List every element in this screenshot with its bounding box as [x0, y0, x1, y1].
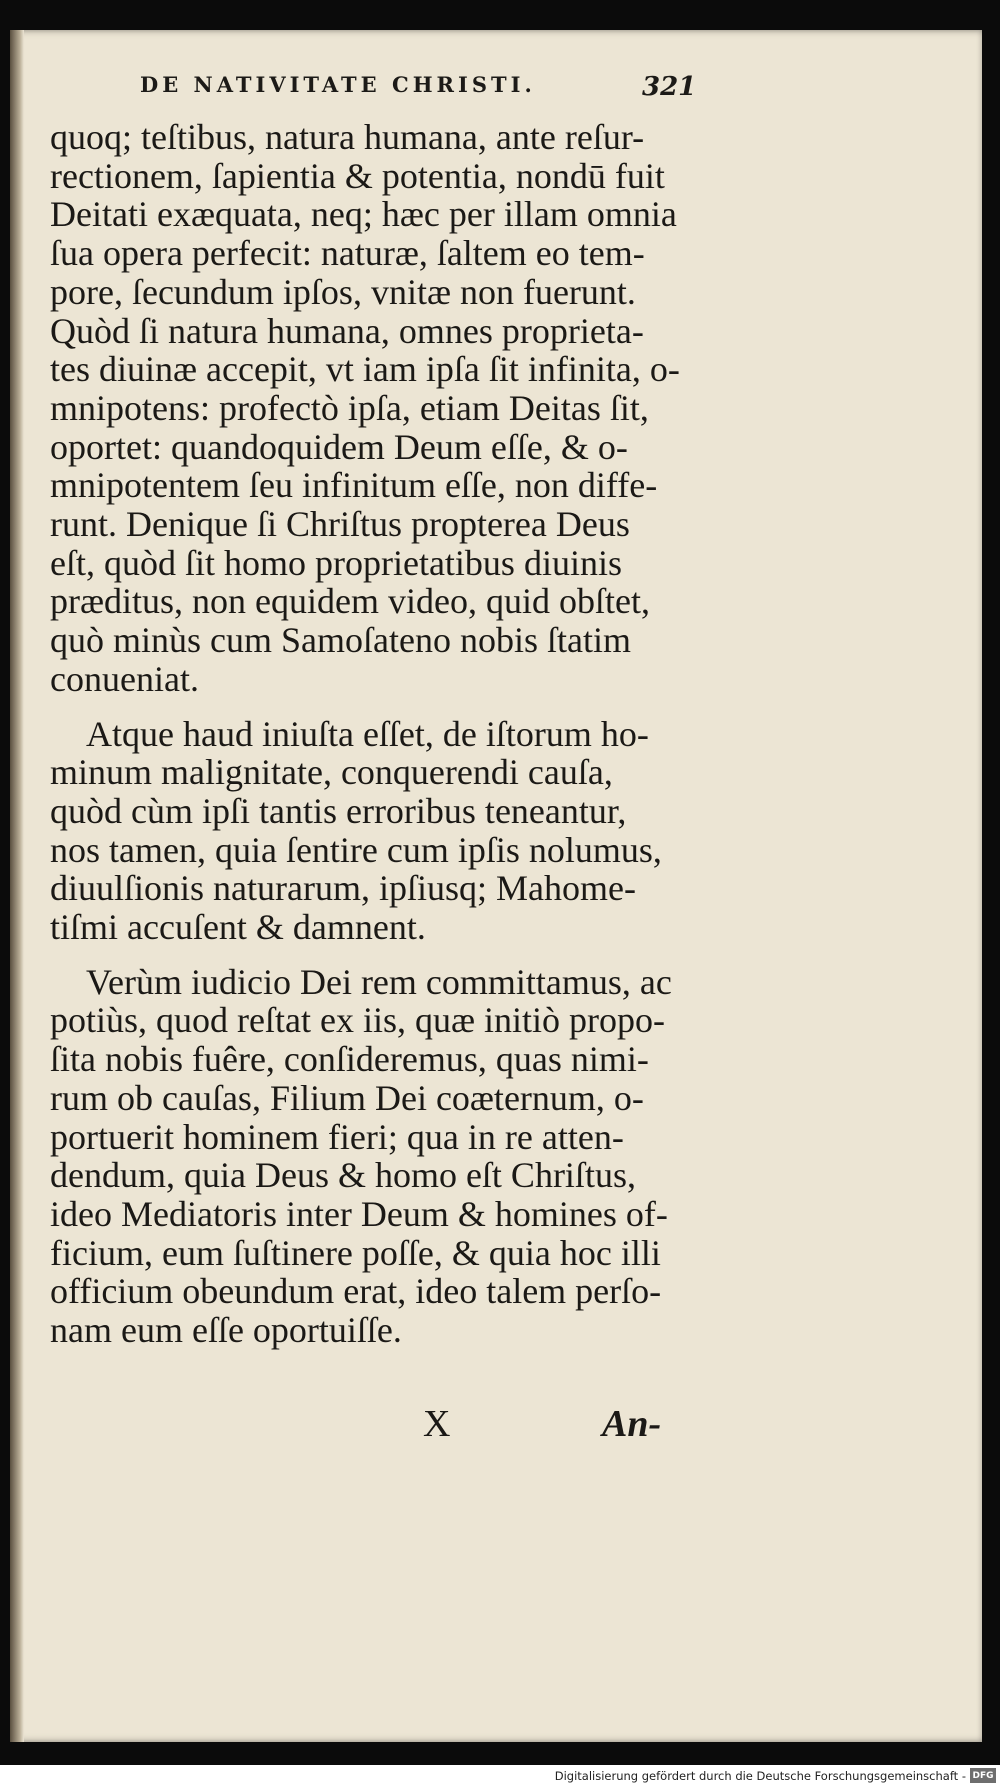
text-line: præditus, non equidem video, quid obſtet,	[50, 581, 650, 622]
text-line: Quòd ſi natura humana, omnes proprieta-	[50, 310, 644, 351]
text-line: mnipotentem ſeu infinitum eſſe, non diffe-	[50, 465, 658, 506]
text-line: pore, ſecundum ipſos, vnitæ non fuerunt.	[50, 271, 636, 312]
dfg-logo: DFG	[970, 1768, 996, 1783]
text-line: diuulſionis naturarum, ipſiusq; Mahome-	[50, 868, 636, 909]
text-line: quoq; teſtibus, natura humana, ante reſur-	[50, 117, 645, 157]
text-line: quòd cùm ipſi tantis erroribus teneantur,	[50, 790, 627, 831]
text-line: eſt, quòd ſit homo proprietatibus diuinis	[50, 542, 622, 583]
text-line: nam eum eſſe oportuiſſe.	[50, 1310, 402, 1351]
text-line: minum malignitate, conquerendi cauſa,	[50, 752, 613, 793]
text-line: rectionem, ſapientia & potentia, nondū fuit	[50, 155, 665, 196]
body-text	[50, 118, 690, 1350]
book-page	[10, 30, 982, 1742]
text-line: ſua opera perfecit: naturæ, ſaltem eo tem-	[50, 233, 645, 274]
text-line: tes diuinæ accepit, vt iam ipſa ſit infinita, o-	[50, 349, 680, 390]
catchword: An-	[602, 1403, 662, 1445]
text-line: ideo Mediatoris inter Deum & homines of-	[50, 1193, 668, 1234]
text-line: Atque haud iniuſta eſſet, de iſtorum ho-	[86, 713, 649, 754]
text-line: portuerit hominem fieri; qua in re atten-	[50, 1116, 624, 1157]
text-line: ſita nobis fuêre, conſideremus, quas nimi-	[50, 1039, 649, 1080]
text-line: oportet: quandoquidem Deum eſſe, & o-	[50, 426, 628, 467]
text-line: rum ob cauſas, Filium Dei coæternum, o-	[50, 1077, 644, 1118]
text-line: Deitati exæquata, neq; hæc per illam omnia	[50, 194, 677, 235]
page-gutter	[10, 30, 24, 1742]
text-line: ficium, eum ſuſtinere poſſe, & quia hoc illi	[50, 1232, 661, 1273]
text-line: tiſmi accuſent & damnent.	[50, 907, 426, 948]
footer-bar	[0, 1765, 1000, 1788]
page-number: 321	[642, 72, 697, 102]
text-line: Verùm iudicio Dei rem committamus, ac	[86, 961, 672, 1002]
running-head	[10, 72, 982, 116]
text-line: conueniat.	[50, 658, 199, 699]
text-line: quò minùs cum Samoſateno nobis ſtatim	[50, 620, 631, 661]
text-line: potiùs, quod reſtat ex iis, quæ initiò propo-	[50, 1000, 665, 1041]
text-line: nos tamen, quia ſentire cum ipſis nolumus,	[50, 829, 662, 870]
funding-credit: Digitalisierung gefördert durch die Deutsche Forschungsgemeinschaft -	[554, 1769, 966, 1783]
running-title: DE NATIVITATE CHRISTI.	[140, 72, 536, 97]
text-line: officium obeundum erat, ideo talem perſo-	[50, 1271, 662, 1312]
signature-mark: X	[423, 1403, 451, 1445]
text-line: runt. Denique ſi Chriſtus propterea Deus	[50, 504, 630, 545]
text-line: dendum, quia Deus & homo eſt Chriſtus,	[50, 1155, 636, 1196]
text-line: mnipotens: profectò ipſa, etiam Deitas ſit,	[50, 387, 649, 428]
